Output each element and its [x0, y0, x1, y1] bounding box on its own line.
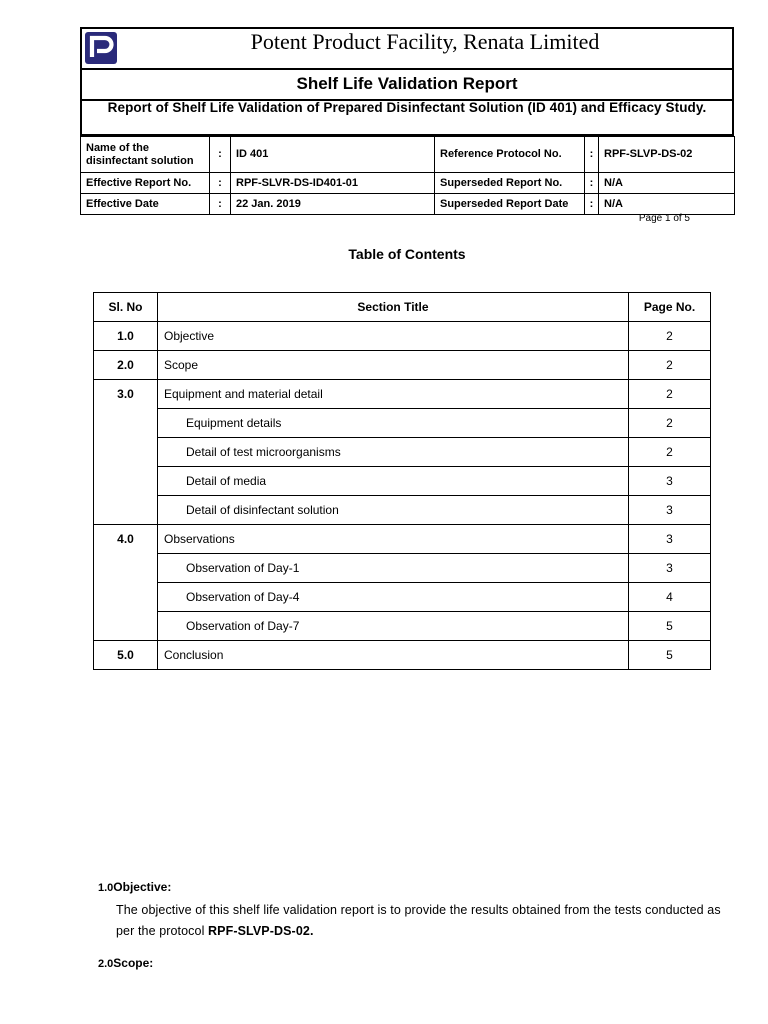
meta-label: Effective Report No. — [81, 173, 210, 194]
toc-title: Conclusion — [158, 641, 629, 670]
objective-number: 1.0 — [98, 882, 114, 894]
toc-page: 2 — [629, 380, 711, 409]
objective-paragraph — [116, 900, 728, 942]
toc-row — [94, 583, 711, 612]
toc-row — [94, 467, 711, 496]
meta-value: N/A — [599, 173, 735, 194]
meta-colon: : — [210, 194, 231, 215]
toc-title: Observation of Day-4 — [158, 583, 629, 612]
toc-row — [94, 380, 711, 409]
toc-title: Detail of test microorganisms — [158, 438, 629, 467]
toc-page: 5 — [629, 641, 711, 670]
toc-title: Detail of media — [158, 467, 629, 496]
meta-colon: : — [585, 137, 599, 173]
toc-page: 3 — [629, 467, 711, 496]
toc-col-title: Section Title — [158, 293, 629, 322]
meta-label: Reference Protocol No. — [435, 137, 585, 173]
toc-title: Detail of disinfectant solution — [158, 496, 629, 525]
meta-label: Superseded Report No. — [435, 173, 585, 194]
meta-row — [81, 137, 735, 173]
toc-row — [94, 525, 711, 554]
toc-page: 2 — [629, 438, 711, 467]
scope-title: Scope: — [113, 956, 154, 970]
meta-value: ID 401 — [231, 137, 435, 173]
toc-title: Equipment and material detail — [158, 380, 629, 409]
toc-sl — [94, 612, 158, 641]
toc-sl — [94, 554, 158, 583]
meta-value: N/A — [599, 194, 735, 215]
toc-heading: Table of Contents — [348, 246, 466, 262]
meta-label: Name of the disinfectant solution — [81, 137, 210, 173]
toc-header-row — [94, 293, 711, 322]
toc-sl: 3.0 — [94, 380, 158, 409]
report-meta-table — [80, 136, 735, 215]
toc-col-sl: Sl. No — [94, 293, 158, 322]
toc-title: Objective — [158, 322, 629, 351]
toc-row — [94, 351, 711, 380]
toc-col-page: Page No. — [629, 293, 711, 322]
objective-text: The objective of this shelf life validation report is to provide the results obtained from the tests conducted as per the protocol — [116, 903, 721, 938]
report-subtitle: Report of Shelf Life Validation of Prepared Disinfectant Solution (ID 401) and Efficacy Study. — [107, 100, 707, 115]
toc-row — [94, 641, 711, 670]
toc-title: Equipment details — [158, 409, 629, 438]
toc-title: Observation of Day-7 — [158, 612, 629, 641]
toc-sl: 4.0 — [94, 525, 158, 554]
toc-row — [94, 496, 711, 525]
report-title: Shelf Life Validation Report — [296, 74, 518, 93]
toc-page: 5 — [629, 612, 711, 641]
meta-value: RPF-SLVR-DS-ID401-01 — [231, 173, 435, 194]
meta-colon: : — [210, 137, 231, 173]
toc-sl — [94, 467, 158, 496]
company-title: Potent Product Facility, Renata Limited — [250, 29, 600, 54]
toc-page: 4 — [629, 583, 711, 612]
toc-row — [94, 322, 711, 351]
meta-colon: : — [585, 194, 599, 215]
toc-title: Observations — [158, 525, 629, 554]
meta-label: Effective Date — [81, 194, 210, 215]
meta-colon: : — [210, 173, 231, 194]
meta-row — [81, 194, 735, 215]
toc-sl — [94, 583, 158, 612]
toc-row — [94, 612, 711, 641]
meta-row — [81, 173, 735, 194]
meta-value: RPF-SLVP-DS-02 — [599, 137, 735, 173]
meta-label: Superseded Report Date — [435, 194, 585, 215]
objective-heading — [98, 880, 171, 894]
toc-title: Scope — [158, 351, 629, 380]
toc-page: 3 — [629, 496, 711, 525]
meta-colon: : — [585, 173, 599, 194]
page-number: Page 1 of 5 — [638, 213, 690, 224]
toc-page: 2 — [629, 409, 711, 438]
toc-page: 2 — [629, 351, 711, 380]
toc-row — [94, 438, 711, 467]
toc-sl: 5.0 — [94, 641, 158, 670]
renata-logo — [84, 31, 118, 65]
toc-title: Observation of Day-1 — [158, 554, 629, 583]
objective-title: Objective: — [113, 880, 172, 894]
toc-row — [94, 554, 711, 583]
meta-value: 22 Jan. 2019 — [231, 194, 435, 215]
objective-protocol: RPF-SLVP-DS-02 — [208, 924, 310, 938]
toc-page: 3 — [629, 525, 711, 554]
toc-page: 3 — [629, 554, 711, 583]
toc-sl — [94, 438, 158, 467]
toc-row — [94, 409, 711, 438]
toc-sl: 2.0 — [94, 351, 158, 380]
toc-sl — [94, 409, 158, 438]
toc-sl: 1.0 — [94, 322, 158, 351]
toc-page: 2 — [629, 322, 711, 351]
scope-number: 2.0 — [98, 958, 114, 970]
objective-end: . — [309, 924, 314, 938]
toc-sl — [94, 496, 158, 525]
toc-table — [93, 292, 711, 670]
scope-heading — [98, 956, 153, 970]
